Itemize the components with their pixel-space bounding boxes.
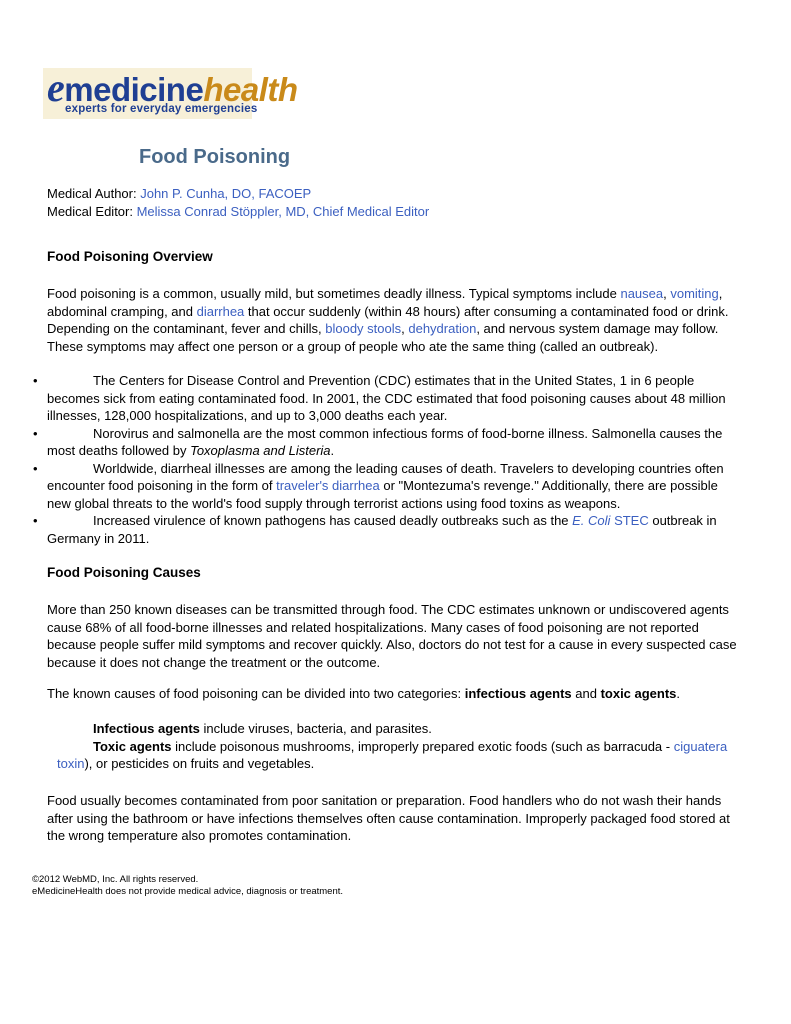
logo-e: e [47, 65, 65, 110]
footer-disclaimer: eMedicineHealth does not provide medical advice, diagnosis or treatment. [32, 886, 344, 897]
causes-heading: Food Poisoning Causes [47, 565, 201, 580]
overview-text-1: Food poisoning is a common, usually mild, but sometimes deadly illness. Typical symptoms include [47, 286, 621, 301]
bullet-text: Worldwide, diarrheal illnesses are among the leading causes of death. Travelers to developing countries often encounter food poisoning in the form of [47, 460, 724, 493]
causes-paragraph-3: Food usually becomes contaminated from poor sanitation or preparation. Food handlers who do not wash their hands after using the bathroom or have infections themselves often cause contamination. Improperly packaged food stored at the wrong temperature also promotes contamination. [47, 793, 730, 843]
overview-text-3: , abdominal cramping, and [47, 286, 723, 319]
overview-text-4: that occur suddenly (within 48 hours) after consuming a contaminated food or drink. Depending on the contaminant, fever and chills, [47, 303, 729, 336]
overview-paragraph [47, 285, 737, 355]
logo-medicine: medicine [64, 71, 204, 108]
footer [32, 874, 343, 898]
ecoli-link[interactable]: E. Coli [572, 513, 611, 528]
author-label: Medical Author: [47, 186, 141, 201]
causes-paragraph-1: More than 250 known diseases can be transmitted through food. The CDC estimates unknown or undiscovered agents cause 68% of all food-borne illnesses and related hospitalizations. Many cases of food poisoning are not reported because people suffer mild symptoms and recover quickly. Also, doctors do not test for a cause in every suspected case because it does not change the treatment or the outcome. [47, 602, 737, 670]
infectious-agents-line [57, 720, 747, 738]
author-block [47, 185, 747, 220]
causes-paragraph-2 [47, 685, 737, 703]
bullet-text: The Centers for Disease Control and Prevention (CDC) estimates that in the United States, 1 in 6 people becomes sick from eating contaminated food. In 2001, the CDC estimated that food poisoning causes about 48 million illnesses, 128,000 hospitalizations, and up to 3,000 deaths each year. [47, 373, 726, 423]
bullet-icon: • [33, 373, 38, 388]
bullet-italic-text: Toxoplasma and Listeria [190, 443, 331, 458]
overview-text-5: , [401, 321, 409, 336]
infectious-text: include viruses, bacteria, and parasites. [199, 721, 432, 736]
logo-tagline: experts for everyday emergencies [65, 103, 258, 115]
overview-bullet-list [33, 372, 737, 547]
list-item [33, 425, 737, 460]
editor-line [47, 203, 747, 221]
bullet-icon: • [33, 460, 38, 476]
bullet-icon: • [33, 513, 38, 528]
travelers-diarrhea-link[interactable]: traveler's diarrhea [276, 478, 380, 493]
list-item [33, 512, 737, 547]
footer-copyright: ©2012 WebMD, Inc. All rights reserved. [32, 874, 199, 885]
list-item [33, 372, 737, 425]
infectious-bold: Infectious agents [93, 721, 200, 736]
site-logo[interactable] [43, 65, 298, 119]
causes-text: and [571, 686, 601, 701]
vomiting-link[interactable]: vomiting [670, 286, 719, 301]
overview-text-6: , and nervous system damage may follow. These symptoms may affect one person or a group of people who ate the same thing (called an outbreak). [47, 321, 719, 354]
causes-bold-text: infectious agents [464, 686, 572, 701]
logo-health: health [203, 71, 298, 108]
ciguatera-toxin-link[interactable]: ciguatera toxin [57, 738, 728, 771]
bullet-icon: • [33, 425, 38, 441]
causes-bold-text: toxic agents [600, 686, 677, 701]
bullet-text: Norovirus and salmonella are the most common infectious forms of food-borne illness. Salmonella causes the most deaths followed by [47, 425, 723, 458]
overview-heading: Food Poisoning Overview [47, 249, 213, 264]
overview-text-2: , [663, 286, 671, 301]
list-item [33, 460, 737, 513]
toxic-text: include poisonous mushrooms, improperly prepared exotic foods (such as barracuda - [171, 738, 674, 754]
dehydration-link[interactable]: dehydration [408, 321, 477, 336]
editor-link[interactable]: Melissa Conrad Stöppler, MD, Chief Medical Editor [136, 203, 430, 219]
bullet-text: . [330, 443, 335, 458]
bloody-stools-link[interactable]: bloody stools [325, 321, 402, 336]
bullet-text: Increased virulence of known pathogens has caused deadly outbreaks such as the [93, 513, 573, 528]
toxic-agents-line [57, 738, 747, 773]
stec-link[interactable]: STEC [614, 513, 649, 528]
bullet-text: outbreak in Germany in 2011. [47, 513, 717, 546]
author-link[interactable]: John P. Cunha, DO, FACOEP [140, 186, 312, 201]
toxic-text-end: ), or pesticides on fruits and vegetables. [84, 756, 315, 771]
causes-text: . [676, 686, 681, 701]
editor-label: Medical Editor: [47, 203, 137, 219]
author-line [47, 185, 747, 203]
diarrhea-link[interactable]: diarrhea [196, 303, 245, 319]
toxic-bold: Toxic agents [93, 738, 172, 754]
causes-text: The known causes of food poisoning can be divided into two categories: [47, 686, 465, 701]
agents-block [57, 720, 747, 773]
nausea-link[interactable]: nausea [620, 286, 664, 301]
bullet-text: or "Montezuma's revenge." Additionally, there are possible new global threats to the world's food supply through terrorist actions using food toxins as weapons. [47, 478, 718, 511]
page-title: Food Poisoning [139, 146, 291, 168]
